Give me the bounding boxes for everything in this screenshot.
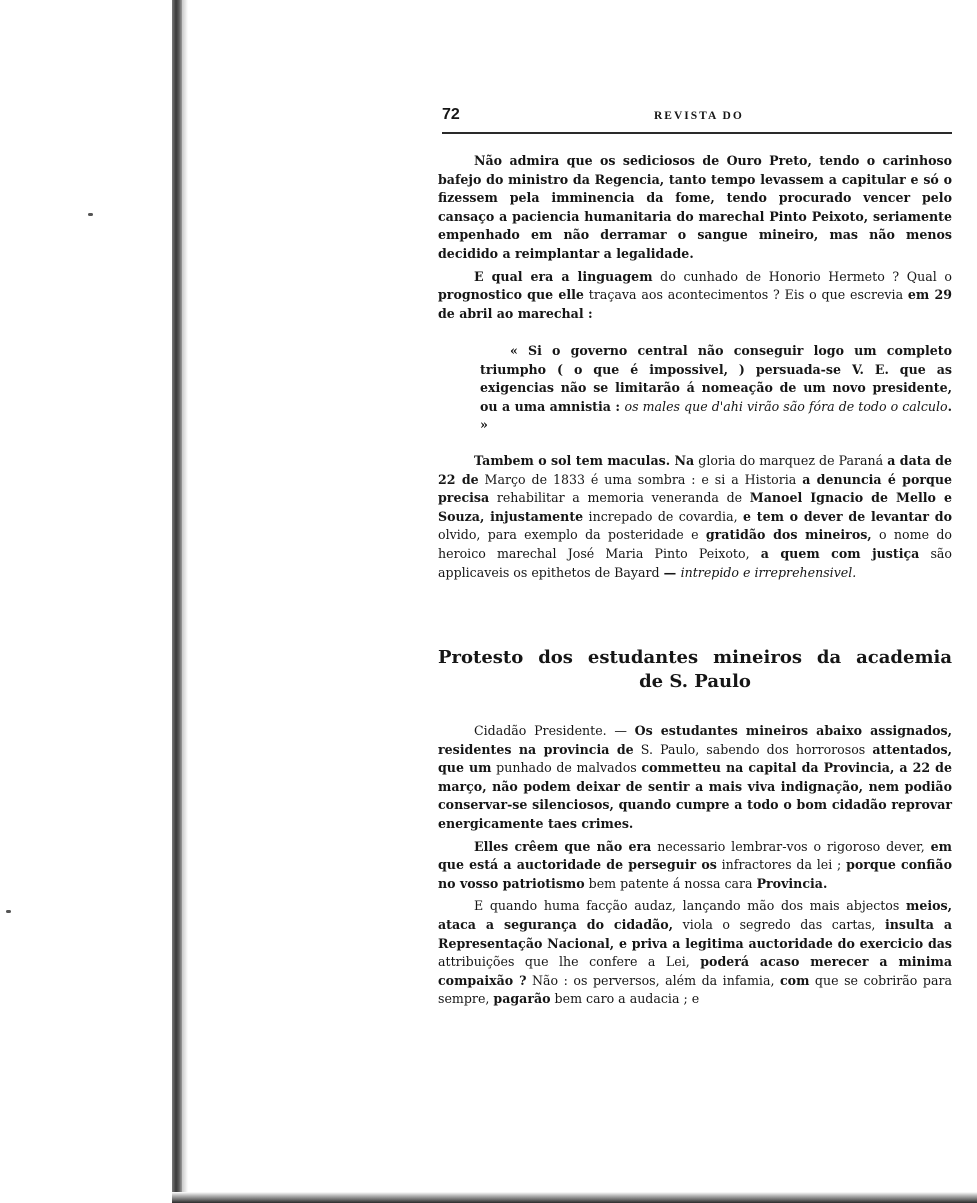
- paragraph-4-span: Os estudantes mineiros abaixo assignados, residentes na provincia de: [438, 723, 952, 757]
- running-head: [442, 106, 952, 128]
- paragraph-2-span: E qual era a linguagem: [474, 268, 653, 284]
- paragraph-3-span: o nome do heroico marechal José Maria Pinto Peixoto,: [438, 527, 952, 561]
- block-quote: [480, 342, 952, 435]
- running-title: REVISTA DO: [654, 110, 744, 122]
- book-page: [438, 0, 954, 1203]
- paragraph-4: [438, 722, 952, 834]
- paragraph-5-span: porque confião no vosso patriotismo: [438, 857, 952, 891]
- paragraph-3-span: são applicaveis os epithetos de Bayard: [438, 545, 953, 580]
- paragraph-3-span-italic: intrepido e irreprehensivel.: [680, 564, 857, 580]
- paragraph-5-span: em que está a auctoridade de perseguir os: [438, 838, 952, 873]
- paragraph-2-span: traçava aos acontecimentos ? Eis o que escrevia: [583, 287, 908, 303]
- paragraph-2: [438, 268, 952, 324]
- book-binding-edge: [172, 0, 182, 1203]
- section-heading: [438, 646, 952, 694]
- paragraph-5: [438, 838, 952, 894]
- paragraph-1: [438, 152, 952, 264]
- paragraph-2-span: em 29 de abril ao marechal :: [438, 287, 952, 321]
- paragraph-3-span: gratidão dos mineiros,: [705, 527, 872, 543]
- paragraph-4-span: attentados, que um: [438, 741, 952, 776]
- paragraph-6-span: viola o segredo das cartas,: [673, 916, 885, 932]
- paragraph-3: [438, 452, 952, 582]
- paragraph-4-span: S. Paulo, sabendo dos horrorosos: [633, 741, 873, 757]
- paragraph-1-text: Não admira que os sediciosos de Ouro Preto, tendo o carinhoso bafejo do ministro da Regencia, tanto tempo levassem a capitular e só o fizessem pela imminencia da fome, tendo procurado vencer pelo cansaço a paciencia humanitaria do marechal Pinto Peixoto, seriamente empenhado em não derramar o sangue mineiro, mas não menos decidido a reimplantar a legalidade.: [438, 153, 952, 261]
- paragraph-6-span: Não : os perversos, além da infamia,: [526, 972, 780, 988]
- paragraph-5-span: Provincia.: [756, 875, 828, 891]
- paragraph-2-span: prognostico que elle: [438, 287, 584, 303]
- body-text-top: [438, 152, 952, 327]
- body-text-middle: [438, 452, 952, 586]
- paragraph-6-span: insulta a Representação Nacional, e priva a legitima auctoridade do exercicio das: [438, 916, 953, 951]
- paragraph-6-span: poderá acaso merecer a minima compaixão ?: [438, 954, 952, 988]
- paragraph-5-span: bem patente á nossa cara: [584, 875, 757, 891]
- paragraph-5-span: infractores da lei ;: [716, 857, 847, 873]
- paragraph-3-span: —: [663, 564, 681, 580]
- paragraph-6-span: com: [780, 972, 810, 988]
- paragraph-2-span: do cunhado de Honorio Hermeto ? Qual o: [652, 268, 952, 284]
- paragraph-3-span: rehabilitar a memoria veneranda de: [489, 490, 750, 506]
- paragraph-3-span: Tambem o sol tem maculas. Na: [474, 453, 695, 468]
- body-text-bottom: [438, 722, 952, 1013]
- section-heading-line-2: de S. Paulo: [639, 671, 751, 692]
- page-number: 72: [442, 106, 460, 123]
- paragraph-6-span: que se cobrirão para sempre,: [438, 972, 952, 1007]
- paragraph-5-span: necessario lembrar-vos o rigoroso dever,: [651, 838, 931, 854]
- paragraph-6-span: attribuições que lhe confere a Lei,: [438, 954, 701, 970]
- paragraph-3-span: olvido, para exemplo da posteridade e: [438, 527, 706, 543]
- paragraph-6-span: meios, ataca a segurança do cidadão,: [438, 898, 952, 932]
- header-rule: [442, 132, 952, 134]
- paragraph-4-span: Cidadão Presidente. —: [474, 723, 635, 738]
- paragraph-6: [438, 897, 952, 1009]
- quote-span: . »: [480, 398, 952, 433]
- paragraph-3-span: Manoel Ignacio de Mello e Souza, injustamente: [438, 490, 953, 524]
- section-heading-line-1: Protesto dos estudantes mineiros da academia: [438, 647, 952, 668]
- paragraph-3-span: increpado de covardia,: [583, 508, 743, 524]
- scan-speck: [6, 910, 11, 913]
- paragraph-3-span: e tem o dever de levantar do: [742, 508, 952, 524]
- scan-speck: [88, 213, 93, 216]
- quote-span: « Si o governo central não conseguir logo um completo triumpho ( o que é impossivel, ) persuada-se V. E. que as exigencias não se limitarão á nomeação de um novo presidente, ou a uma amnistia :: [480, 343, 952, 414]
- binding-shadow: [182, 0, 188, 1203]
- paragraph-6-span: bem caro a audacia ; e: [550, 991, 700, 1007]
- paragraph-3-span: a quem com justiça: [760, 545, 920, 561]
- quote-span-italic: os males que d'ahi virão são fóra de todo o calculo: [624, 398, 948, 414]
- paragraph-3-span: gloria do marquez de Paraná: [694, 453, 888, 468]
- paragraph-3-span: Março de 1833 é uma sombra : e si a Historia: [478, 471, 803, 487]
- paragraph-6-span: E quando huma facção audaz, lançando mão dos mais abjectos: [474, 898, 906, 914]
- paragraph-3-span: a data de 22 de: [438, 453, 952, 487]
- quote-paragraph: [480, 342, 952, 435]
- paragraph-5-span: Elles crêem que não era: [474, 838, 652, 854]
- paragraph-4-span: punhado de malvados: [491, 760, 642, 776]
- paragraph-3-span: a denuncia é porque precisa: [438, 471, 952, 506]
- paragraph-6-span: pagarão: [493, 991, 551, 1007]
- paragraph-4-span: commetteu na capital da Provincia, a 22 de março, não podem deixar de sentir a mais viva indignação, nem podião conservar-se silenciosos, quando cumpre a todo o bom cidadão reprovar energicamente taes crimes.: [438, 760, 952, 831]
